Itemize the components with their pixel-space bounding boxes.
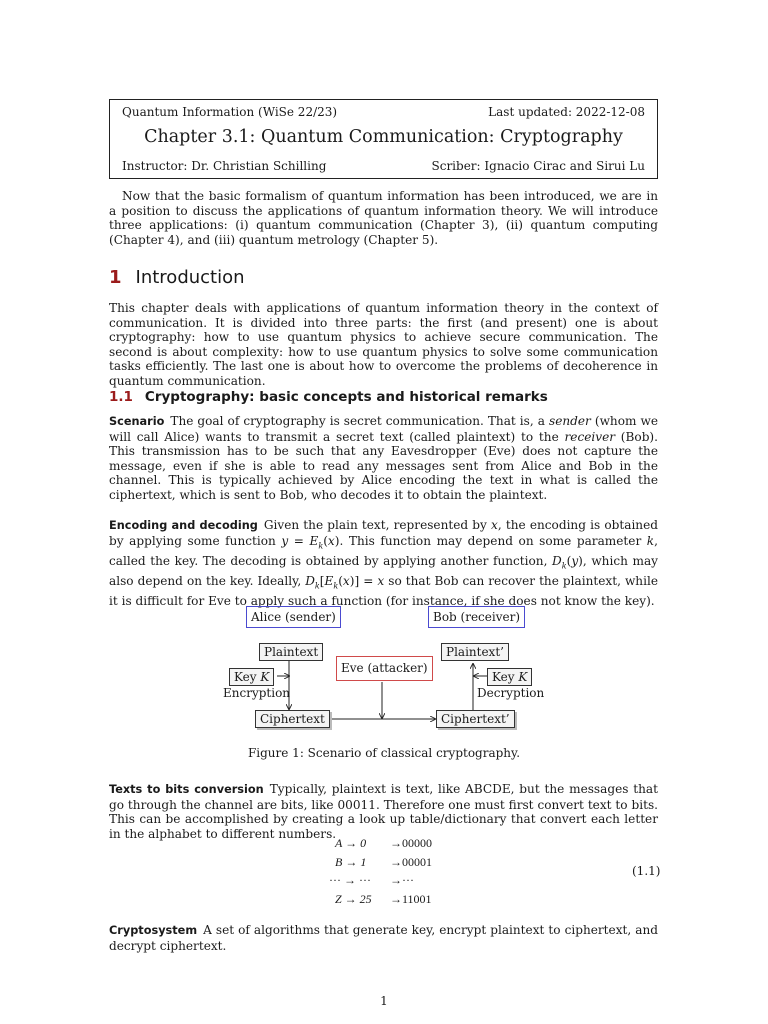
eq-row-left: Z → 25 bbox=[335, 892, 372, 906]
alice-node: Alice (sender) bbox=[246, 606, 341, 628]
receiver-term: receiver bbox=[564, 429, 616, 444]
cryptosystem-label: Cryptosystem bbox=[109, 924, 198, 937]
section1-body: This chapter deals with applications of quantum information theory in the context of communication. It is divided into three parts: the first (and present) one is about cryptography: how to use quantum physics to achieve secure communication. The second is about complexity: how to use quantum physics to solve some communication tasks efficiently. The last one is about how to overcome the problems of decoherence in quantum communication. bbox=[109, 301, 658, 388]
ciphertext-node: Ciphertext bbox=[255, 710, 330, 728]
encoding-label: Encoding and decoding bbox=[109, 519, 258, 532]
cryptosystem-paragraph: Cryptosystem A set of algorithms that generate key, encrypt plaintext to ciphertext, and decrypt ciphertext. bbox=[109, 923, 658, 953]
decryption-label: Decryption bbox=[477, 686, 545, 700]
course-name: Quantum Information (WiSe 22/23) bbox=[122, 105, 338, 119]
bits-paragraph: Texts to bits conversion Typically, plaintext is text, like ABCDE, but the messages that go through the channel are bits, like 00011. Therefore one must first convert text to bits. This can be accomplished by creating a look up table/dictionary that convert each letter in the alphabet to different numbers. bbox=[109, 782, 658, 841]
key-right-node: Key K bbox=[487, 668, 532, 686]
scenario-paragraph: Scenario The goal of cryptography is secret communication. That is, a sender (whom we will call Alice) wants to transmit a secret text (called plaintext) to the receiver (Bob). This transmission has to be such that any Eavesdropper (Eve) does not capture the message, even if she is able to read any messages sent from Alice and Bob in the channel. This is typically achieved by Alice encoding the text in what is called the ciphertext, which is sent to Bob, who decodes it to obtain the plaintext. bbox=[109, 414, 658, 502]
bob-node: Bob (receiver) bbox=[428, 606, 525, 628]
equation-number: (1.1) bbox=[632, 864, 661, 878]
subsection-number: 1.1 bbox=[109, 389, 133, 405]
eq-row-left: B → 1 bbox=[335, 855, 367, 869]
plaintext-prime-node: Plaintext’ bbox=[441, 643, 509, 661]
section-number: 1 bbox=[109, 267, 122, 288]
page-number: 1 bbox=[380, 994, 388, 1008]
key-left-node: Key K bbox=[229, 668, 274, 686]
encryption-label: Encryption bbox=[223, 686, 291, 700]
eq-row-left: ··· → ··· bbox=[329, 873, 371, 887]
eve-node: Eve (attacker) bbox=[336, 656, 433, 681]
sender-term: sender bbox=[548, 414, 591, 428]
scriber: Scriber: Ignacio Cirac and Sirui Lu bbox=[431, 159, 645, 173]
figure-caption: Figure 1: Scenario of classical cryptography. bbox=[247, 746, 521, 760]
section-title: Introduction bbox=[135, 267, 245, 288]
eq-row-right: →··· bbox=[390, 873, 414, 887]
plaintext-node: Plaintext bbox=[259, 643, 323, 661]
eq-row-right: →00000 bbox=[390, 836, 432, 850]
chapter-title: Chapter 3.1: Quantum Communication: Cryptography bbox=[144, 127, 623, 147]
scenario-label: Scenario bbox=[109, 415, 165, 428]
bits-label: Texts to bits conversion bbox=[109, 783, 264, 796]
encoding-paragraph: Encoding and decoding Given the plain text, represented by x, the encoding is obtained by applying some function $y = E_k(x)$. This function may depend on some parameter k, called the key. The decoding is obtained by applying another function, $D_k(y)$, which may also depend on the key. Ideally, $D_k[E_k(x)] = x$ so that Bob can recover the plaintext, while it is difficult for Eve to apply such a function (for instance, if she does not know the key). bbox=[109, 518, 659, 608]
eq-row-right: →11001 bbox=[390, 892, 432, 906]
ciphertext-prime-node: Ciphertext’ bbox=[436, 710, 515, 728]
eq-row-right: →00001 bbox=[390, 855, 432, 869]
eq-row-left: A → 0 bbox=[335, 836, 367, 850]
intro-paragraph: Now that the basic formalism of quantum information has been introduced, we are in a position to discuss the applications of quantum information theory. We will introduce three applications: (i) quantum communication (Chapter 3), (ii) quantum computing (Chapter 4), and (iii) quantum metrology (Chapter 5). bbox=[109, 189, 658, 247]
subsection-title: Cryptography: basic concepts and historical remarks bbox=[144, 389, 548, 405]
last-updated: Last updated: 2022-12-08 bbox=[488, 105, 645, 119]
instructor: Instructor: Dr. Christian Schilling bbox=[122, 159, 327, 173]
